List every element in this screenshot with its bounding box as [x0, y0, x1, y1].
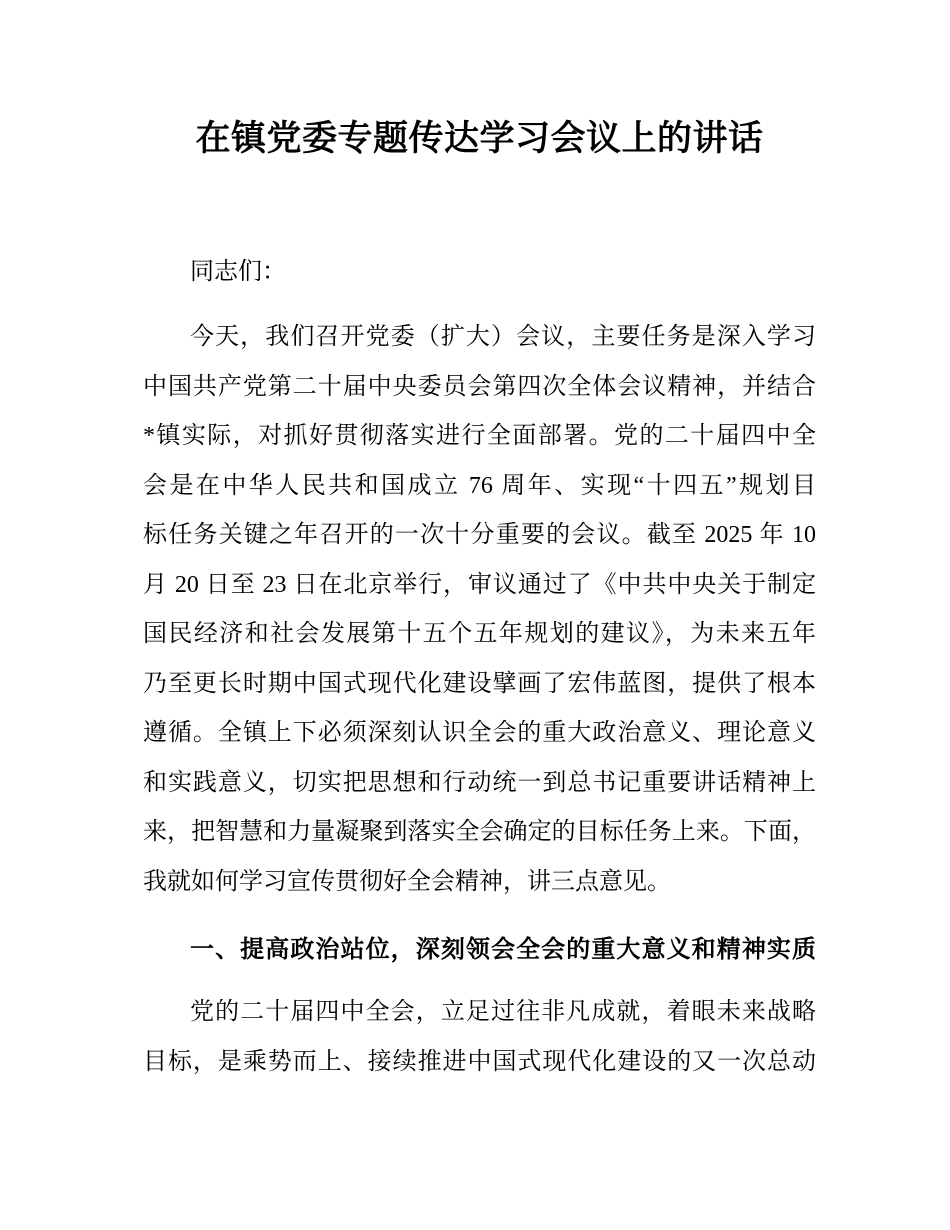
doc-line: 月 20 日至 23 日在北京举行，审议通过了《中共中央关于制定 [143, 571, 816, 598]
doc-line: 国民经济和社会发展第十五个五年规划的建议》，为未来五年 [143, 621, 816, 647]
doc-line: 和实践意义，切实把思想和行动统一到总书记重要讲话精神上 [143, 769, 816, 796]
doc-line: 标任务关键之年召开的一次十分重要的会议。截至 2025 年 10 [143, 522, 816, 548]
section-heading-1: 一、提高政治站位，深刻领会全会的重大意义和精神实质 [190, 936, 816, 963]
doc-line: 党的二十届四中全会，立足过往非凡成就，着眼未来战略 [190, 999, 816, 1025]
doc-line: 目标，是乘势而上、接续推进中国式现代化建设的又一次总动 [143, 1048, 816, 1075]
salutation: 同志们： [190, 259, 286, 285]
doc-line: 来，把智慧和力量凝聚到落实全会确定的目标任务上来。下面， [143, 819, 816, 845]
doc-line: 今天，我们召开党委（扩大）会议，主要任务是深入学习 [190, 324, 816, 350]
doc-line: 我就如何学习宣传贯彻好全会精神，讲三点意见。 [143, 868, 671, 895]
doc-line: 中国共产党第二十届中央委员会第四次全体会议精神，并结合 [143, 373, 816, 400]
doc-line: *镇实际，对抓好贯彻落实进行全面部署。党的二十届四中全 [143, 423, 816, 449]
body-paragraph-1 [143, 313, 816, 907]
doc-line: 会是在中华人民共和国成立 76 周年、实现“十四五”规划目 [143, 472, 816, 499]
body-paragraph-2 [143, 988, 816, 1087]
document-title: 在镇党委专题传达学习会议上的讲话 [195, 119, 764, 158]
doc-line: 遵循。全镇上下必须深刻认识全会的重大政治意义、理论意义 [143, 720, 816, 746]
doc-line: 乃至更长时期中国式现代化建设擘画了宏伟蓝图，提供了根本 [143, 670, 816, 697]
